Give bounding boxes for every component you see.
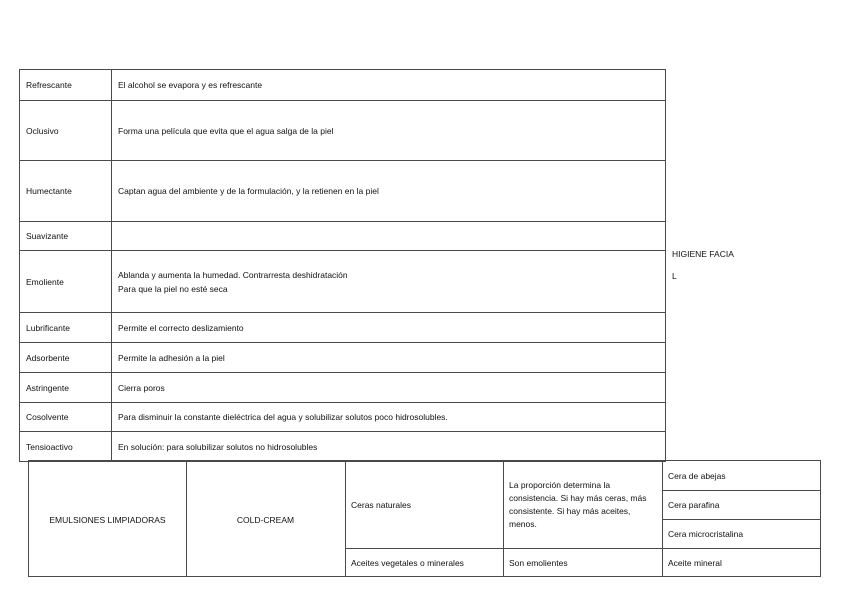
- description-line: Para disminuir la constante dieléctrica del agua y solubilizar solutos poco hidrosolubles.: [118, 412, 448, 422]
- table-row: [20, 101, 665, 161]
- property-name: Refrescante: [20, 70, 112, 100]
- property-description: [112, 70, 665, 100]
- emulsions-table: [28, 460, 821, 577]
- property-description: [112, 101, 665, 160]
- table-row: [20, 251, 665, 313]
- table-row: [20, 70, 665, 101]
- property-name: Emoliente: [20, 251, 112, 312]
- description-line: Forma una película que evita que el agua salga de la piel: [118, 125, 334, 136]
- description-line: En solución: para solubilizar solutos no hidrosolubles: [118, 441, 318, 452]
- aceites-example: Aceite mineral: [668, 558, 722, 568]
- ceras-label: Ceras naturales: [351, 499, 412, 510]
- description-line: Permite la adhesión a la piel: [118, 352, 225, 363]
- description-line: Permite el correcto deslizamiento: [118, 322, 244, 333]
- table-row: [20, 373, 665, 403]
- cera-item: Cera de abejas: [668, 470, 726, 481]
- table-row: [20, 432, 665, 461]
- property-name: Astringente: [20, 373, 112, 402]
- cera-item: Cera parafina: [668, 499, 720, 510]
- property-name: Tensioactivo: [20, 432, 112, 461]
- description-line: Para que la piel no esté seca: [118, 283, 228, 294]
- property-description: [112, 432, 665, 461]
- property-description: [112, 251, 665, 312]
- emulsion-type: COLD-CREAM: [236, 514, 295, 525]
- cera-item: Cera microcristalina: [668, 528, 744, 539]
- aceites-label: Aceites vegetales o minerales: [351, 558, 464, 568]
- description-line: Captan agua del ambiente y de la formulación, y la retienen en la piel: [118, 186, 379, 196]
- table-row: [20, 343, 665, 373]
- property-description: [112, 222, 665, 250]
- side-note: [672, 243, 762, 287]
- property-description: [112, 373, 665, 402]
- ceras-note: La proporción determina la consistencia. Si hay más ceras, más consistente. Si hay más aceites, menos.: [509, 479, 647, 529]
- property-name: Suavizante: [20, 222, 112, 250]
- table-row: [20, 161, 665, 222]
- property-name: Humectante: [20, 161, 112, 221]
- properties-table: [19, 69, 666, 462]
- property-description: [112, 403, 665, 431]
- property-name: Adsorbente: [20, 343, 112, 372]
- table-row: [20, 313, 665, 343]
- side-note-line: L: [672, 271, 677, 281]
- table-row: [20, 403, 665, 432]
- side-note-line: HIGIENE FACIA: [672, 249, 734, 259]
- description-line: Cierra poros: [118, 382, 165, 393]
- property-description: [112, 343, 665, 372]
- emulsion-category: EMULSIONES LIMPIADORAS: [49, 514, 166, 525]
- property-name: Lubrificante: [20, 313, 112, 342]
- aceites-note: Son emolientes: [509, 558, 568, 568]
- property-name: Cosolvente: [20, 403, 112, 431]
- description-line: El alcohol se evapora y es refrescante: [118, 80, 263, 90]
- property-description: [112, 313, 665, 342]
- property-description: [112, 161, 665, 221]
- property-name: Oclusivo: [20, 101, 112, 160]
- description-line: Ablanda y aumenta la humedad. Contrarresta deshidratación: [118, 269, 348, 280]
- table-row: [20, 222, 665, 251]
